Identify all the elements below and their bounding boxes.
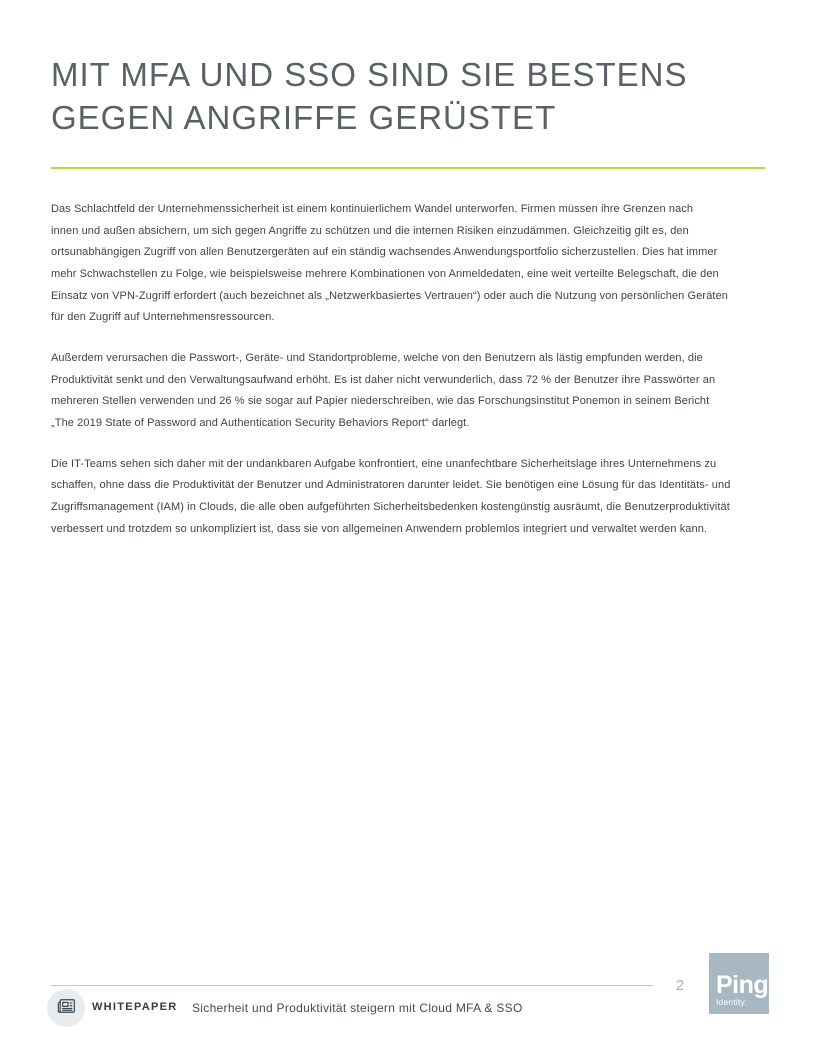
body-line: „The 2019 State of Password and Authentication Security Behaviors Report“ darlegt. (51, 416, 470, 429)
body-line: Produktivität senkt und den Verwaltungsaufwand erhöht. Es ist daher nicht verwunderlich, dass 72 % der Benutzer ihre Passwörter an (51, 373, 716, 386)
body-line: Einsatz von VPN-Zugriff erfordert (auch bezeichnet als „Netzwerkbasiertes Vertrauen“) oder auch die Nutzung von persönlichen Geräten (51, 289, 729, 302)
body-line: mehreren Stellen verwenden und 26 % sie sogar auf Papier niederschreiben, wie das Forschungsinstitut Ponemon in seinem Bericht (51, 395, 710, 408)
logo-name: Ping (716, 971, 769, 999)
paragraph-3 (51, 454, 765, 541)
accent-divider (51, 167, 765, 169)
paragraph-2 (51, 348, 765, 435)
page-title (51, 53, 765, 139)
body-line: Zugriffsmanagement (IAM) in Clouds, die alle oben aufgeführten Sicherheitsbedenken kostengünstig ausräumt, die Benutzerproduktivität (51, 500, 730, 513)
body-line: Das Schlachtfeld der Unternehmenssicherheit ist einem kontinuierlichem Wandel unterworfen. Firmen müssen ihre Grenzen nach (51, 203, 694, 215)
body-copy (51, 199, 765, 559)
footer-doc-title: Sicherheit und Produktivität steigern mit Cloud MFA & SSO (192, 1001, 523, 1015)
whitepaper-label: WHITEPAPER (92, 1001, 178, 1013)
body-line: verbessert und trotzdem so unkompliziert ist, dass sie von allgemeinen Anwendern problemlos integriert und verwaltet werden kann. (51, 522, 708, 535)
page-number: 2 (675, 977, 685, 994)
body-line: ortsunabhängigen Zugriff von allen Benutzergeräten auf ein ständig wachsendes Anwendungsportfolio sicherzustellen. Dies hat immer (51, 246, 718, 259)
body-line: schaffen, ohne dass die Produktivität der Benutzer und Administratoren darunter leidet. Sie benötigen eine Lösung für das Identitäts- und (51, 479, 731, 492)
paragraph-1 (51, 199, 765, 329)
whitepaper-badge (47, 989, 85, 1027)
body-line: Außerdem verursachen die Passwort-, Geräte- und Standortprobleme, welche von den Benutzern als lästig empfunden werden, die (51, 351, 703, 364)
footer-divider (51, 985, 653, 986)
newspaper-icon (56, 997, 76, 1020)
ping-identity-logo (709, 953, 769, 1014)
logo-sub: Identity. (716, 997, 747, 1007)
body-line: mehr Schwachstellen zu Folge, wie beispielsweise mehrere Kombinationen von Anmeldedaten, eine weit verteilte Belegschaft, die den (51, 267, 719, 280)
page-title-line-1: MIT MFA UND SSO SIND SIE BESTENS (51, 56, 688, 93)
body-line: für den Zugriff auf Unternehmensressourcen. (51, 311, 275, 324)
body-line: Die IT-Teams sehen sich daher mit der undankbaren Aufgabe konfrontiert, eine unanfechtbare Sicherheitslage ihres Unternehmens zu (51, 457, 717, 470)
page-title-line-2: GEGEN ANGRIFFE GERÜSTET (51, 99, 557, 136)
body-line: innen und außen absichern, um sich gegen Angriffe zu schützen und die internen Risiken einzudämmen. Gleichzeitig gilt es, den (51, 224, 689, 237)
